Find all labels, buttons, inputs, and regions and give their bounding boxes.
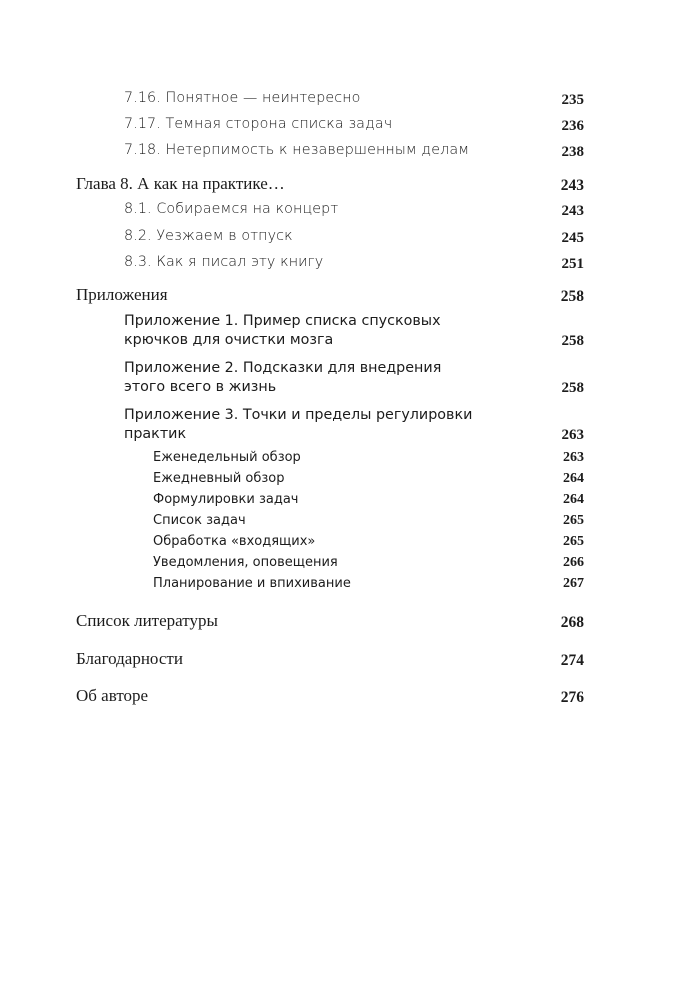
toc-subentry-page: 264: [563, 471, 584, 486]
toc-entry-page: 245: [561, 230, 584, 246]
toc-subentry-title: Список задач: [153, 513, 246, 528]
toc-chapter-page: 276: [560, 689, 584, 706]
toc-entry-page: 263: [561, 427, 584, 443]
toc-subentry-title: Планирование и впихивание: [153, 576, 351, 591]
toc-entry-title: 7.17. Темная сторона списка задач: [124, 116, 393, 132]
toc-chapter-title: Приложения: [76, 285, 168, 304]
toc-subentry-page: 265: [563, 534, 584, 549]
toc-entry-title: Приложение 2. Подсказки для внедрения этого всего в жизнь: [124, 360, 442, 395]
toc-chapter-page: 274: [560, 652, 584, 669]
toc-entry-page: 235: [561, 92, 584, 108]
toc-entry-page: 236: [561, 118, 584, 134]
toc-entry-page: 258: [561, 333, 584, 349]
toc-entry-page: 243: [561, 203, 584, 219]
toc-chapter-page: 268: [560, 614, 584, 631]
toc-chapter-title: Об авторе: [76, 686, 149, 705]
toc-entry-title: 8.1. Собираемся на концерт: [124, 201, 339, 217]
toc-entry-page: 238: [561, 144, 584, 160]
toc-subentry-page: 266: [563, 555, 584, 570]
toc-entry-title: 8.3. Как я писал эту книгу: [124, 254, 324, 270]
toc-subentry-title: Формулировки задач: [153, 492, 299, 507]
toc-chapter-title: Благодарности: [76, 649, 183, 668]
toc-subentry-page: 267: [563, 576, 584, 591]
toc-entry-page: 258: [561, 380, 584, 396]
toc-subentry-page: 265: [563, 513, 584, 528]
toc-entry-title: Приложение 1. Пример списка спусковых крючков для очистки мозга: [124, 313, 441, 348]
toc-subentry-title: Еженедельный обзор: [153, 450, 301, 465]
toc-entry-title: 7.16. Понятное — неинтересно: [124, 90, 361, 106]
toc-subentry-title: Ежедневный обзор: [153, 471, 285, 486]
toc-subentry-page: 264: [563, 492, 584, 507]
toc-subentry-page: 263: [563, 450, 584, 465]
toc-subentry-title: Обработка «входящих»: [153, 534, 316, 549]
toc-entry-title: Приложение 3. Точки и пределы регулировки практик: [124, 407, 473, 442]
toc-entry-title: 8.2. Уезжаем в отпуск: [124, 228, 293, 244]
toc-subentry-title: Уведомления, оповещения: [153, 555, 338, 570]
toc-entry-title: 7.18. Нетерпимость к незавершенным делам: [124, 142, 470, 158]
toc-chapter-title: Глава 8. А как на практике…: [76, 174, 285, 193]
toc-chapter-page: 258: [560, 288, 584, 305]
toc-entry-page: 251: [561, 256, 584, 272]
toc-chapter-page: 243: [560, 177, 584, 194]
toc-chapter-title: Список литературы: [76, 611, 218, 630]
